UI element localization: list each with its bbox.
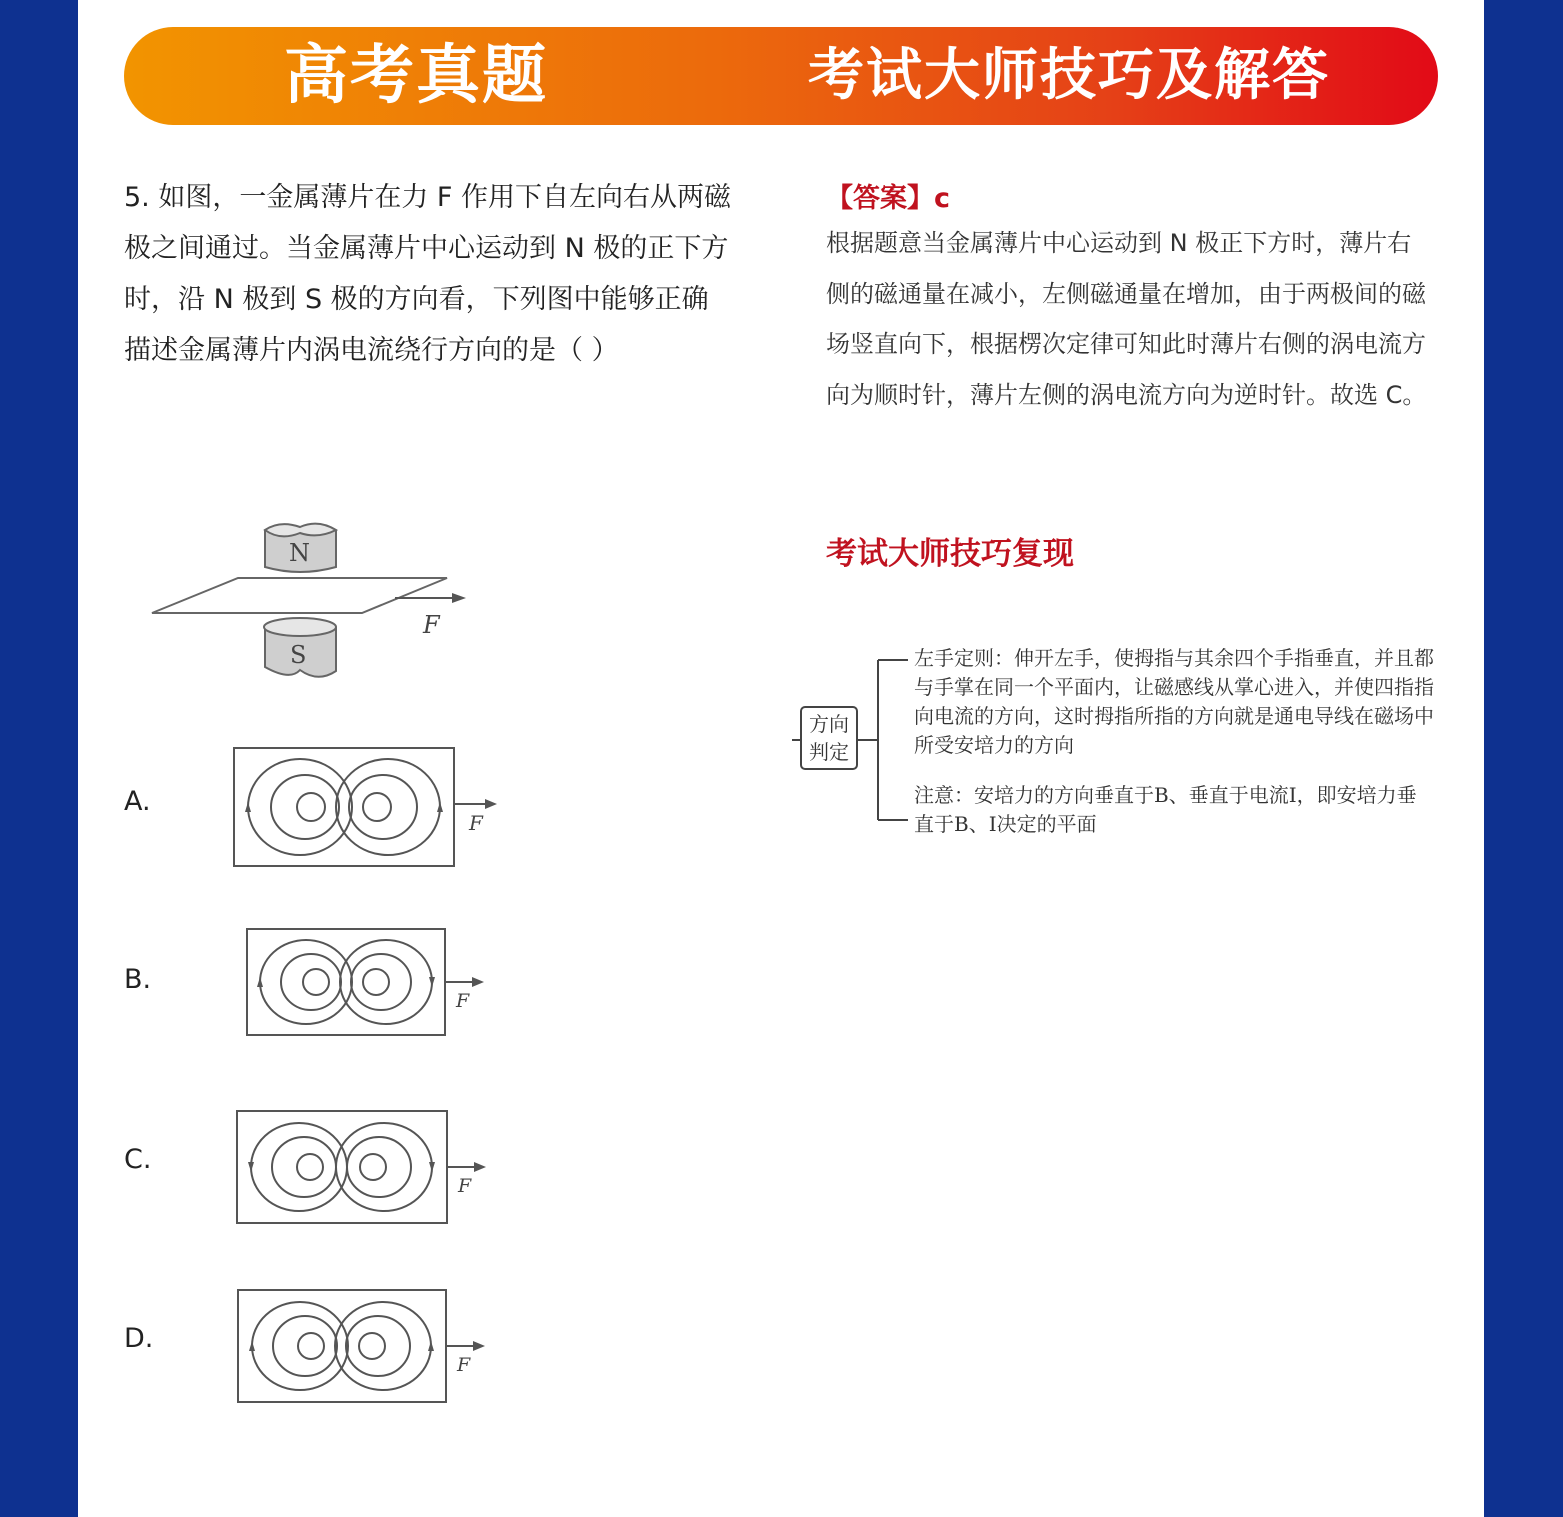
answer-body: 根据题意当金属薄片中心运动到 N 极正下方时，薄片右侧的磁通量在减小，左侧磁通量在增加，由于两极间的磁场竖直向下，根据楞次定律可知此时薄片右侧的涡电流方向为顺时针，薄片左侧的涡电流方向为逆时针。故选 C。 — [826, 229, 1427, 409]
option-c-force: F — [458, 1175, 472, 1197]
banner-left-title: 高考真题 — [284, 39, 548, 113]
magnet-n-label: N — [289, 539, 310, 567]
option-a-figure — [233, 746, 503, 870]
answer-heading: 【答案】c — [826, 183, 951, 214]
ampere-force-note: 注意：安培力的方向垂直于B、垂直于电流I，即安培力垂直于B、I决定的平面 — [914, 783, 1417, 836]
option-c-label: C. — [124, 1144, 152, 1175]
question-text: 5. 如图，一金属薄片在力 F 作用下自左向右从两磁极之间通过。当金属薄片中心运动到 N 极的正下方时，沿 N 极到 S 极的方向看，下列图中能够正确描述金属薄片内涡电流绕行方向的是（ ） — [124, 182, 732, 366]
magnet-s — [264, 618, 336, 677]
option-d-figure — [237, 1288, 495, 1406]
magnet-n — [265, 524, 336, 572]
option-d-label: D. — [124, 1323, 154, 1354]
magnet-figure — [140, 515, 480, 695]
option-a-force: F — [469, 811, 483, 835]
banner-right-title: 考试大师技巧及解答 — [808, 43, 1330, 108]
direction-box — [800, 706, 858, 770]
option-c-figure — [236, 1109, 494, 1227]
left-hand-rule-text: 左手定则：伸开左手，使拇指与其余四个手指垂直，并且都与手掌在同一个平面内，让磁感线从掌心进入，并使四指指向电流的方向，这时拇指所指的方向就是通电导线在磁场中所受安培力的方向 — [914, 646, 1434, 757]
force-label: F — [423, 611, 440, 639]
metal-sheet — [152, 578, 447, 613]
option-b-figure — [246, 927, 496, 1039]
option-a-label: A. — [124, 786, 151, 817]
option-b-label: B. — [124, 964, 152, 995]
direction-box-line2: 判定 — [809, 740, 849, 764]
force-arrow — [452, 593, 466, 603]
skill-title: 考试大师技巧复现 — [826, 536, 1074, 572]
direction-box-line1: 方向 — [809, 712, 849, 736]
magnet-s-label: S — [290, 641, 307, 669]
option-b-force: F — [456, 990, 470, 1012]
header-banner — [124, 27, 1438, 125]
option-d-force: F — [457, 1354, 471, 1376]
